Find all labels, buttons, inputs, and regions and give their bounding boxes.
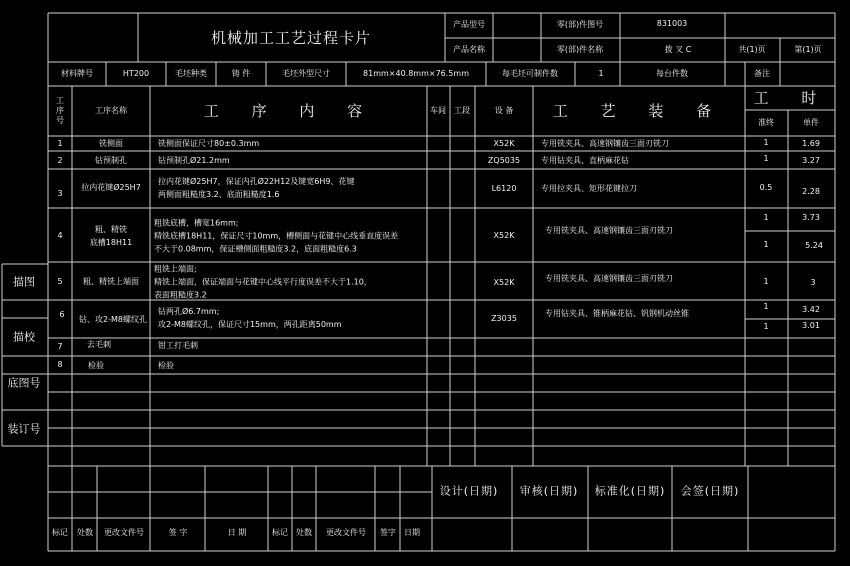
blank-size: 81mm×40.8mm×76.5mm <box>363 69 469 79</box>
op-1-unit: 1.69 <box>802 139 820 149</box>
side-label-binding-no: 装订号 <box>7 422 41 436</box>
col-section: 工段 <box>454 106 470 116</box>
op-6-prep-b: 1 <box>763 322 769 332</box>
op-3-prep: 0.5 <box>759 183 773 193</box>
side-label-trace-check: 描校 <box>13 330 35 344</box>
op-4-no: 4 <box>57 231 63 241</box>
op-2-equipment: ZQ5035 <box>487 156 521 166</box>
remarks-label: 备注 <box>754 69 770 79</box>
op-8-name: 检验 <box>88 361 104 371</box>
op-5-tooling: 专用铣夹具、高速钢镶齿三面刃铣刀 <box>545 274 673 284</box>
page-number: 第(1)页 <box>794 45 822 55</box>
op-4-unit-a: 3.73 <box>802 213 820 223</box>
col-op-content: 工 序 内 容 <box>203 102 377 120</box>
rev-label-mark: 标记 <box>52 528 68 538</box>
signoff-design: 设计(日期) <box>439 484 499 498</box>
op-1-no: 1 <box>57 139 63 149</box>
op-6-unit-b: 3.01 <box>802 321 820 331</box>
rev-label-count: 处数 <box>77 528 93 538</box>
op-1-name: 铣侧面 <box>99 139 123 149</box>
part-drawing-no-label: 零(部)件图号 <box>556 20 604 30</box>
op-1-content: 铣侧面保证尺寸80±0.3mm <box>158 139 260 149</box>
op-1-equipment: X52K <box>493 139 515 149</box>
op-8-no: 8 <box>57 360 63 370</box>
op-3-unit: 2.28 <box>802 187 820 197</box>
op-1-tooling: 专用铣夹具、高速钢镶齿三面刃铣刀 <box>541 139 669 149</box>
op-4-equipment: X52K <box>493 231 515 241</box>
rev-label-doc-no: 更改文件号 <box>104 528 144 538</box>
op-2-tooling: 专用钻夹具、直柄麻花钻 <box>541 156 629 166</box>
rev-label-mark-2: 标记 <box>272 528 288 538</box>
op-6-prep-a: 1 <box>763 302 769 312</box>
blank-type: 铸 件 <box>231 69 251 79</box>
col-op-no: 工序号 <box>56 96 64 125</box>
op-4-tooling: 专用铣夹具、高速钢镶齿三面刃铣刀 <box>545 226 673 236</box>
op-4-content: 粗铣底槽，槽宽16mm; 精铣底槽18H11，保证尺寸10mm，槽侧面与花键中心线垂直度误差 不大于0.08mm，保证槽侧面粗糙度3.2，底面粗糙度6.3 <box>154 218 399 254</box>
op-5-no: 5 <box>57 277 63 287</box>
op-5-name: 粗、精铣上端面 <box>83 277 139 287</box>
side-label-trace: 描图 <box>13 275 35 289</box>
rev-label-count-2: 处数 <box>296 528 312 538</box>
signoff-countersign: 会签(日期) <box>680 484 740 498</box>
per-unit-label: 每台件数 <box>656 69 688 79</box>
op-1-prep: 1 <box>763 138 769 148</box>
material-grade: HT200 <box>122 69 150 79</box>
blank-size-label: 毛坯外型尺寸 <box>282 69 330 79</box>
op-6-name: 钻、攻2-M8螺纹孔 <box>79 315 147 325</box>
op-6-no: 6 <box>59 310 65 320</box>
col-workshop: 车间 <box>430 106 446 116</box>
product-name-label: 产品名称 <box>453 45 485 55</box>
rev-label-sign: 签 字 <box>168 528 188 538</box>
op-7-name: 去毛刺 <box>87 340 111 350</box>
op-4-prep-a: 1 <box>763 213 769 223</box>
op-7-no: 7 <box>57 342 63 352</box>
part-name-label: 零(部)件名称 <box>556 45 604 55</box>
op-3-no: 3 <box>57 189 63 199</box>
op-7-content: 钳工打毛刺 <box>158 341 198 351</box>
col-equipment: 设 备 <box>494 106 514 116</box>
op-2-name: 钻预制孔 <box>95 156 127 166</box>
op-8-content: 检验 <box>158 361 174 371</box>
op-4-unit-b: 5.24 <box>805 241 823 251</box>
card-title: 机械加工工艺过程卡片 <box>210 29 372 47</box>
col-prep-time: 准终 <box>758 118 774 128</box>
col-op-name: 工序名称 <box>95 106 127 116</box>
op-5-unit: 3 <box>810 278 816 288</box>
col-tooling: 工 艺 装 备 <box>552 102 726 120</box>
op-2-prep: 1 <box>763 154 769 164</box>
rev-label-date: 日 期 <box>227 528 247 538</box>
part-name: 拨 叉 C <box>664 45 692 55</box>
col-unit-time: 单件 <box>803 118 819 128</box>
op-5-content: 粗铣上端面; 精铣上端面，保证端面与花键中心线平行度误差不大于1.10， 表面粗糙度3.2 <box>154 264 372 300</box>
op-6-equipment: Z3035 <box>491 314 517 324</box>
blank-type-label: 毛坯种类 <box>175 69 207 79</box>
op-5-equipment: X52K <box>493 278 515 288</box>
op-4-name: 粗、精铣 底槽18H11 <box>89 225 133 247</box>
op-3-name: 拉内花键Ø25H7 <box>81 183 141 193</box>
op-6-content: 钻两孔Ø6.7mm; 攻2-M8螺纹孔，保证尺寸15mm，两孔距离50mm <box>158 307 342 329</box>
part-drawing-no: 831003 <box>656 19 688 29</box>
op-3-content: 拉内花键Ø25H7，保证内孔Ø22H12及键宽6H9、花键 两侧面粗糙度3.2、底面粗糙度1.6 <box>158 177 355 199</box>
op-2-no: 2 <box>57 156 63 166</box>
product-model-label: 产品型号 <box>453 20 485 30</box>
per-blank: 1 <box>598 69 604 79</box>
col-hours: 工 时 <box>753 89 831 107</box>
op-2-content: 钻预制孔Ø21.2mm <box>158 156 230 166</box>
rev-label-date-2: 日期 <box>404 528 420 538</box>
op-6-tooling: 专用钻夹具、锥柄麻花钻、钒钢机动丝锥 <box>545 309 689 319</box>
signoff-standardize: 标准化(日期) <box>594 484 666 498</box>
side-label-base-drawing-no: 底图号 <box>7 376 41 390</box>
op-2-unit: 3.27 <box>802 156 820 166</box>
rev-label-doc-no-2: 更改文件号 <box>326 528 366 538</box>
op-3-equipment: L6120 <box>491 184 517 194</box>
per-blank-label: 每毛坯可制件数 <box>502 69 558 79</box>
rev-label-sign-2: 签字 <box>380 528 396 538</box>
op-5-prep: 1 <box>763 277 769 287</box>
op-3-tooling: 专用拉夹具、矩形花键拉刀 <box>541 184 637 194</box>
op-6-unit-a: 3.42 <box>802 305 820 315</box>
material-grade-label: 材料牌号 <box>61 69 93 79</box>
op-4-prep-b: 1 <box>763 240 769 250</box>
signoff-review: 审核(日期) <box>519 484 579 498</box>
total-pages: 共(1)页 <box>738 45 766 55</box>
